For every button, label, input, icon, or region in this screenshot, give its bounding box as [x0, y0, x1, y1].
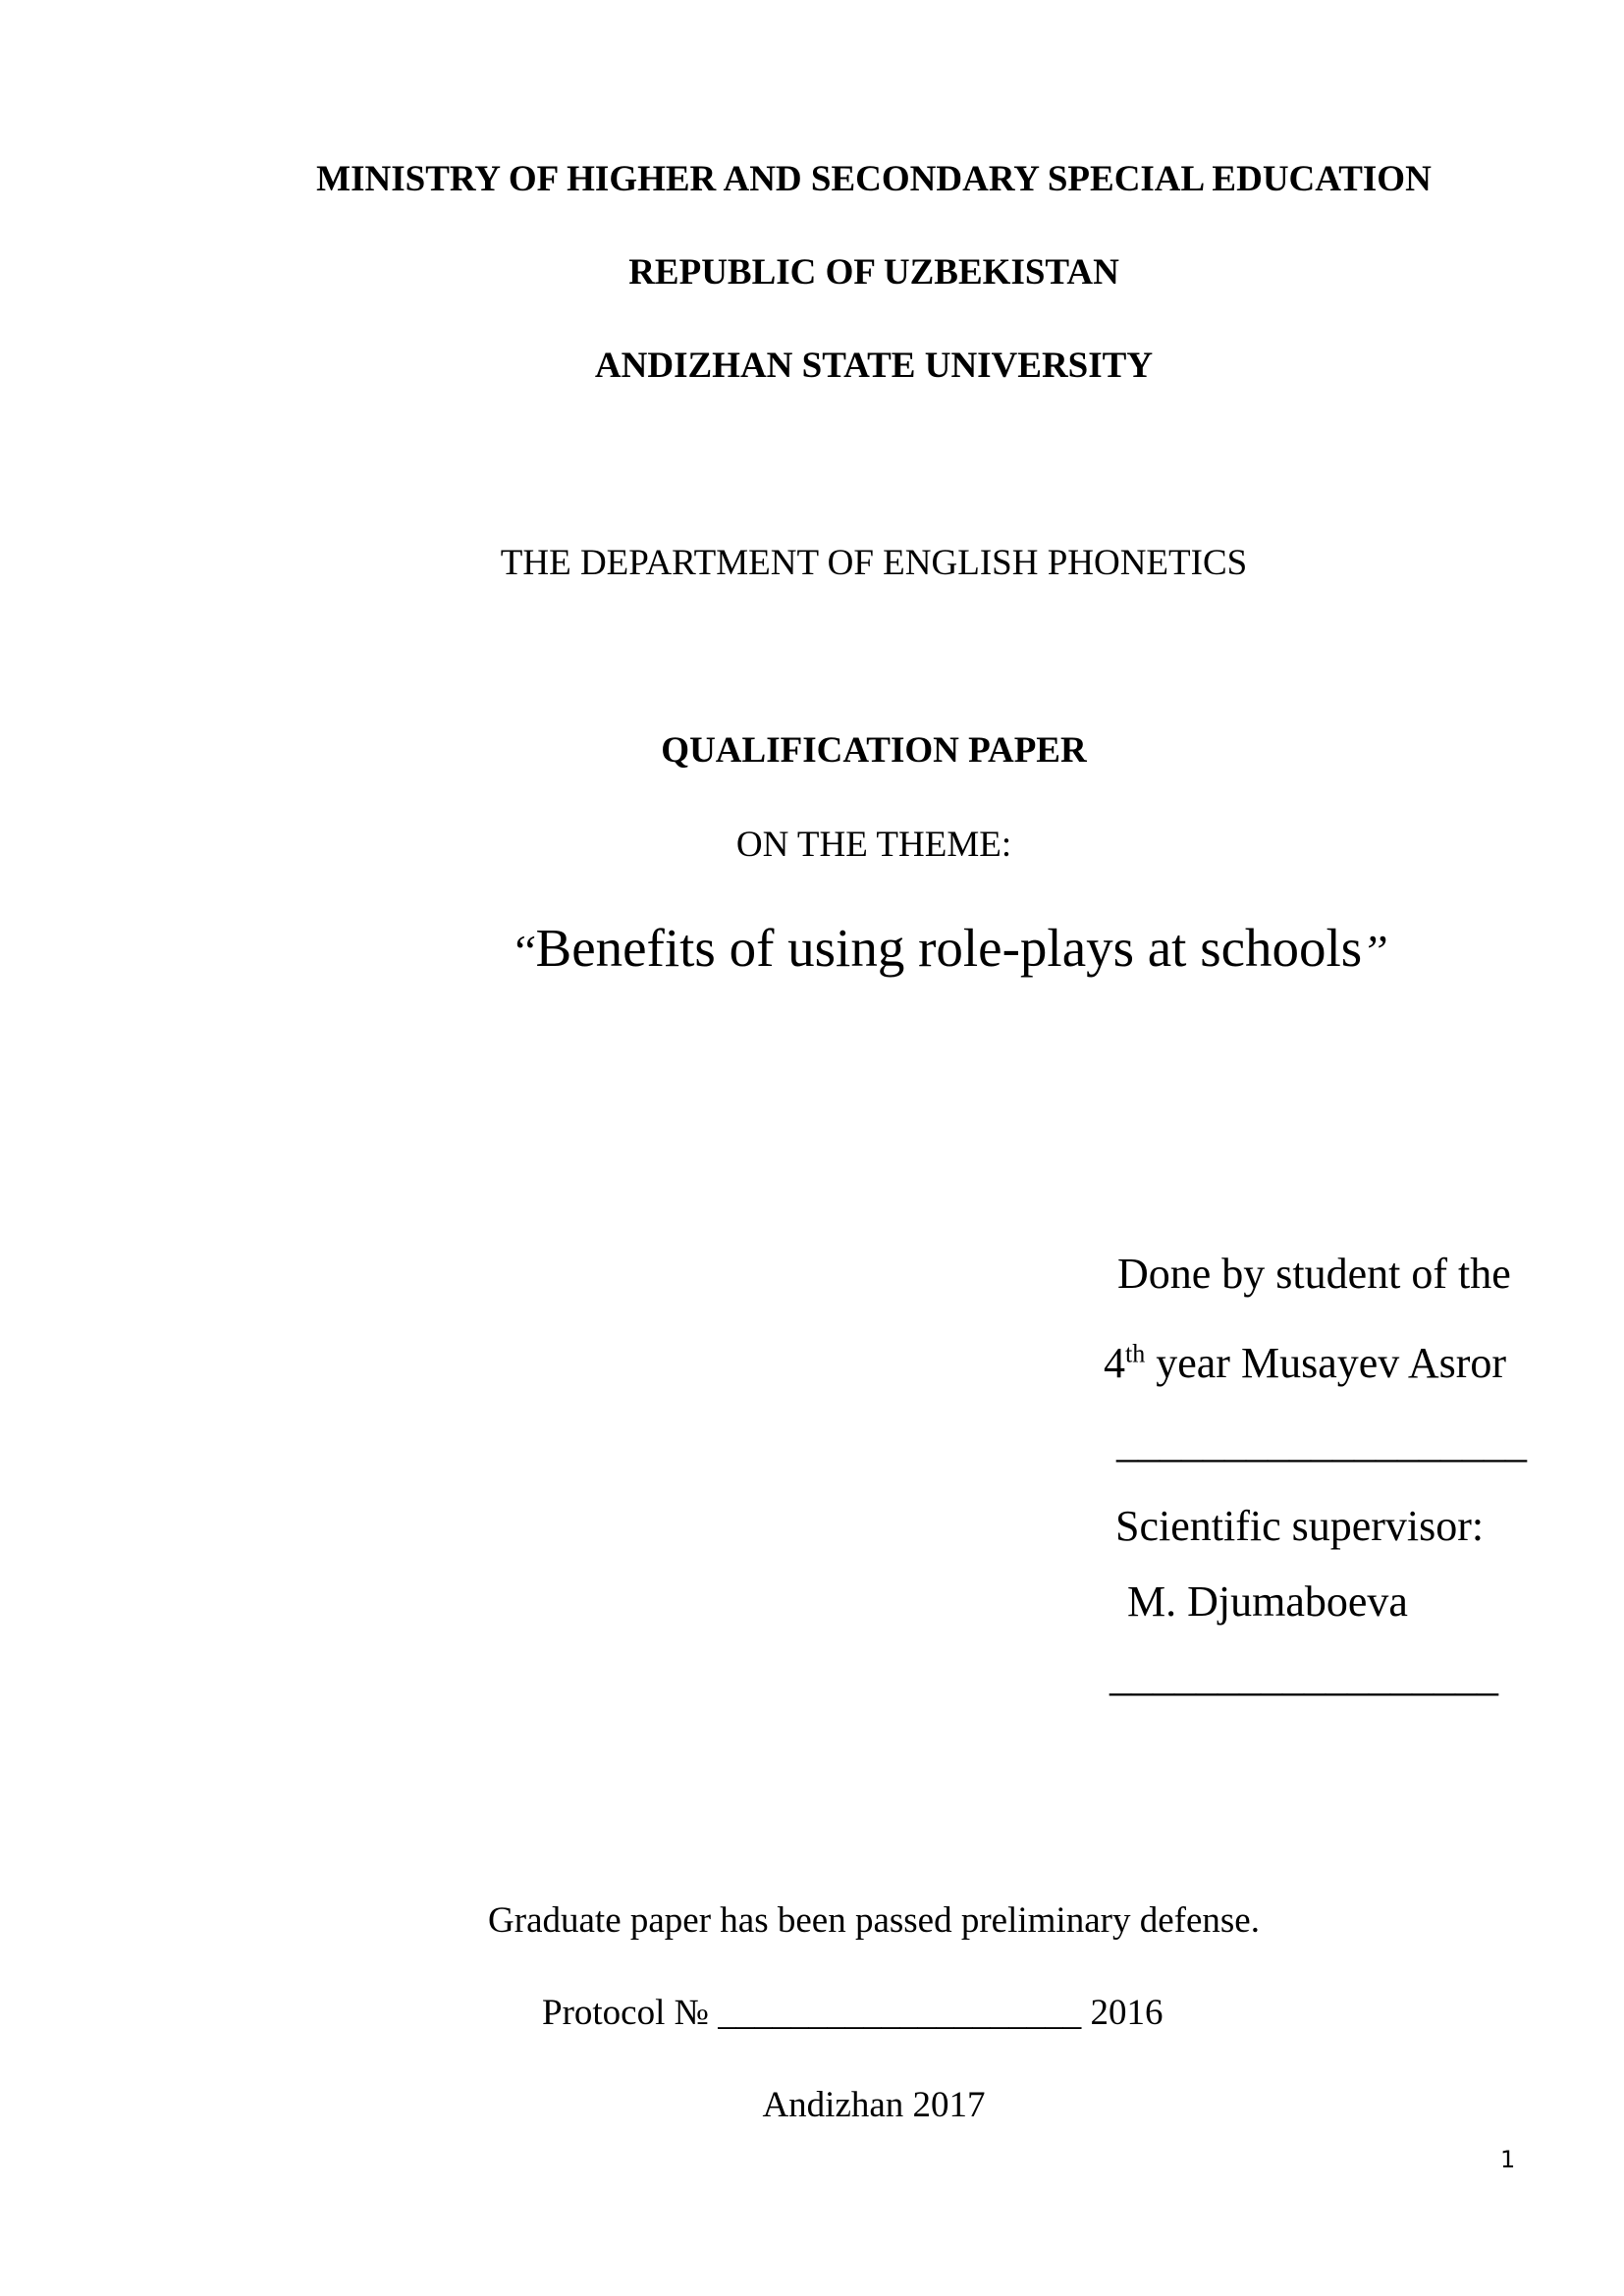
paper-type-heading: QUALIFICATION PAPER — [661, 730, 1087, 771]
university-heading: ANDIZHAN STATE UNIVERSITY — [594, 346, 1154, 386]
protocol-year: 2016 — [1081, 1993, 1164, 2033]
protocol-line — [542, 1995, 1163, 2031]
paper-title-text: Benefits of using role-plays at schools — [535, 918, 1363, 978]
open-quote-mark: ‘‘ — [511, 926, 536, 976]
student-signature-line: ___________________ — [1116, 1418, 1527, 1467]
student-name: year Musayev Asror — [1145, 1339, 1507, 1387]
republic-heading: REPUBLIC OF UZBEKISTAN — [628, 252, 1119, 293]
defense-note: Graduate paper has been passed preliminary defense. — [488, 1900, 1260, 1941]
year-number: 4 — [1104, 1339, 1125, 1387]
close-quote-mark: ’’ — [1362, 926, 1387, 976]
student-year-line — [1104, 1339, 1507, 1387]
place-and-year: Andizhan 2017 — [762, 2085, 986, 2125]
supervisor-name: M. Djumaboeva — [1127, 1577, 1408, 1626]
page-number: 1 — [1500, 2146, 1516, 2173]
done-by-label: Done by student of the — [1117, 1250, 1511, 1298]
department-heading: THE DEPARTMENT OF ENGLISH PHONETICS — [500, 543, 1248, 583]
supervisor-signature-line: __________________ — [1110, 1652, 1498, 1700]
on-theme-label: ON THE THEME: — [735, 825, 1012, 865]
supervisor-label: Scientific supervisor: — [1115, 1502, 1485, 1550]
paper-title — [511, 918, 1387, 978]
protocol-label: Protocol № — [542, 1993, 709, 2033]
year-ordinal-suffix: th — [1125, 1339, 1146, 1368]
ministry-heading: MINISTRY OF HIGHER AND SECONDARY SPECIAL EDUCATION — [316, 159, 1432, 199]
protocol-blank: ____________________ — [718, 1993, 1082, 2033]
